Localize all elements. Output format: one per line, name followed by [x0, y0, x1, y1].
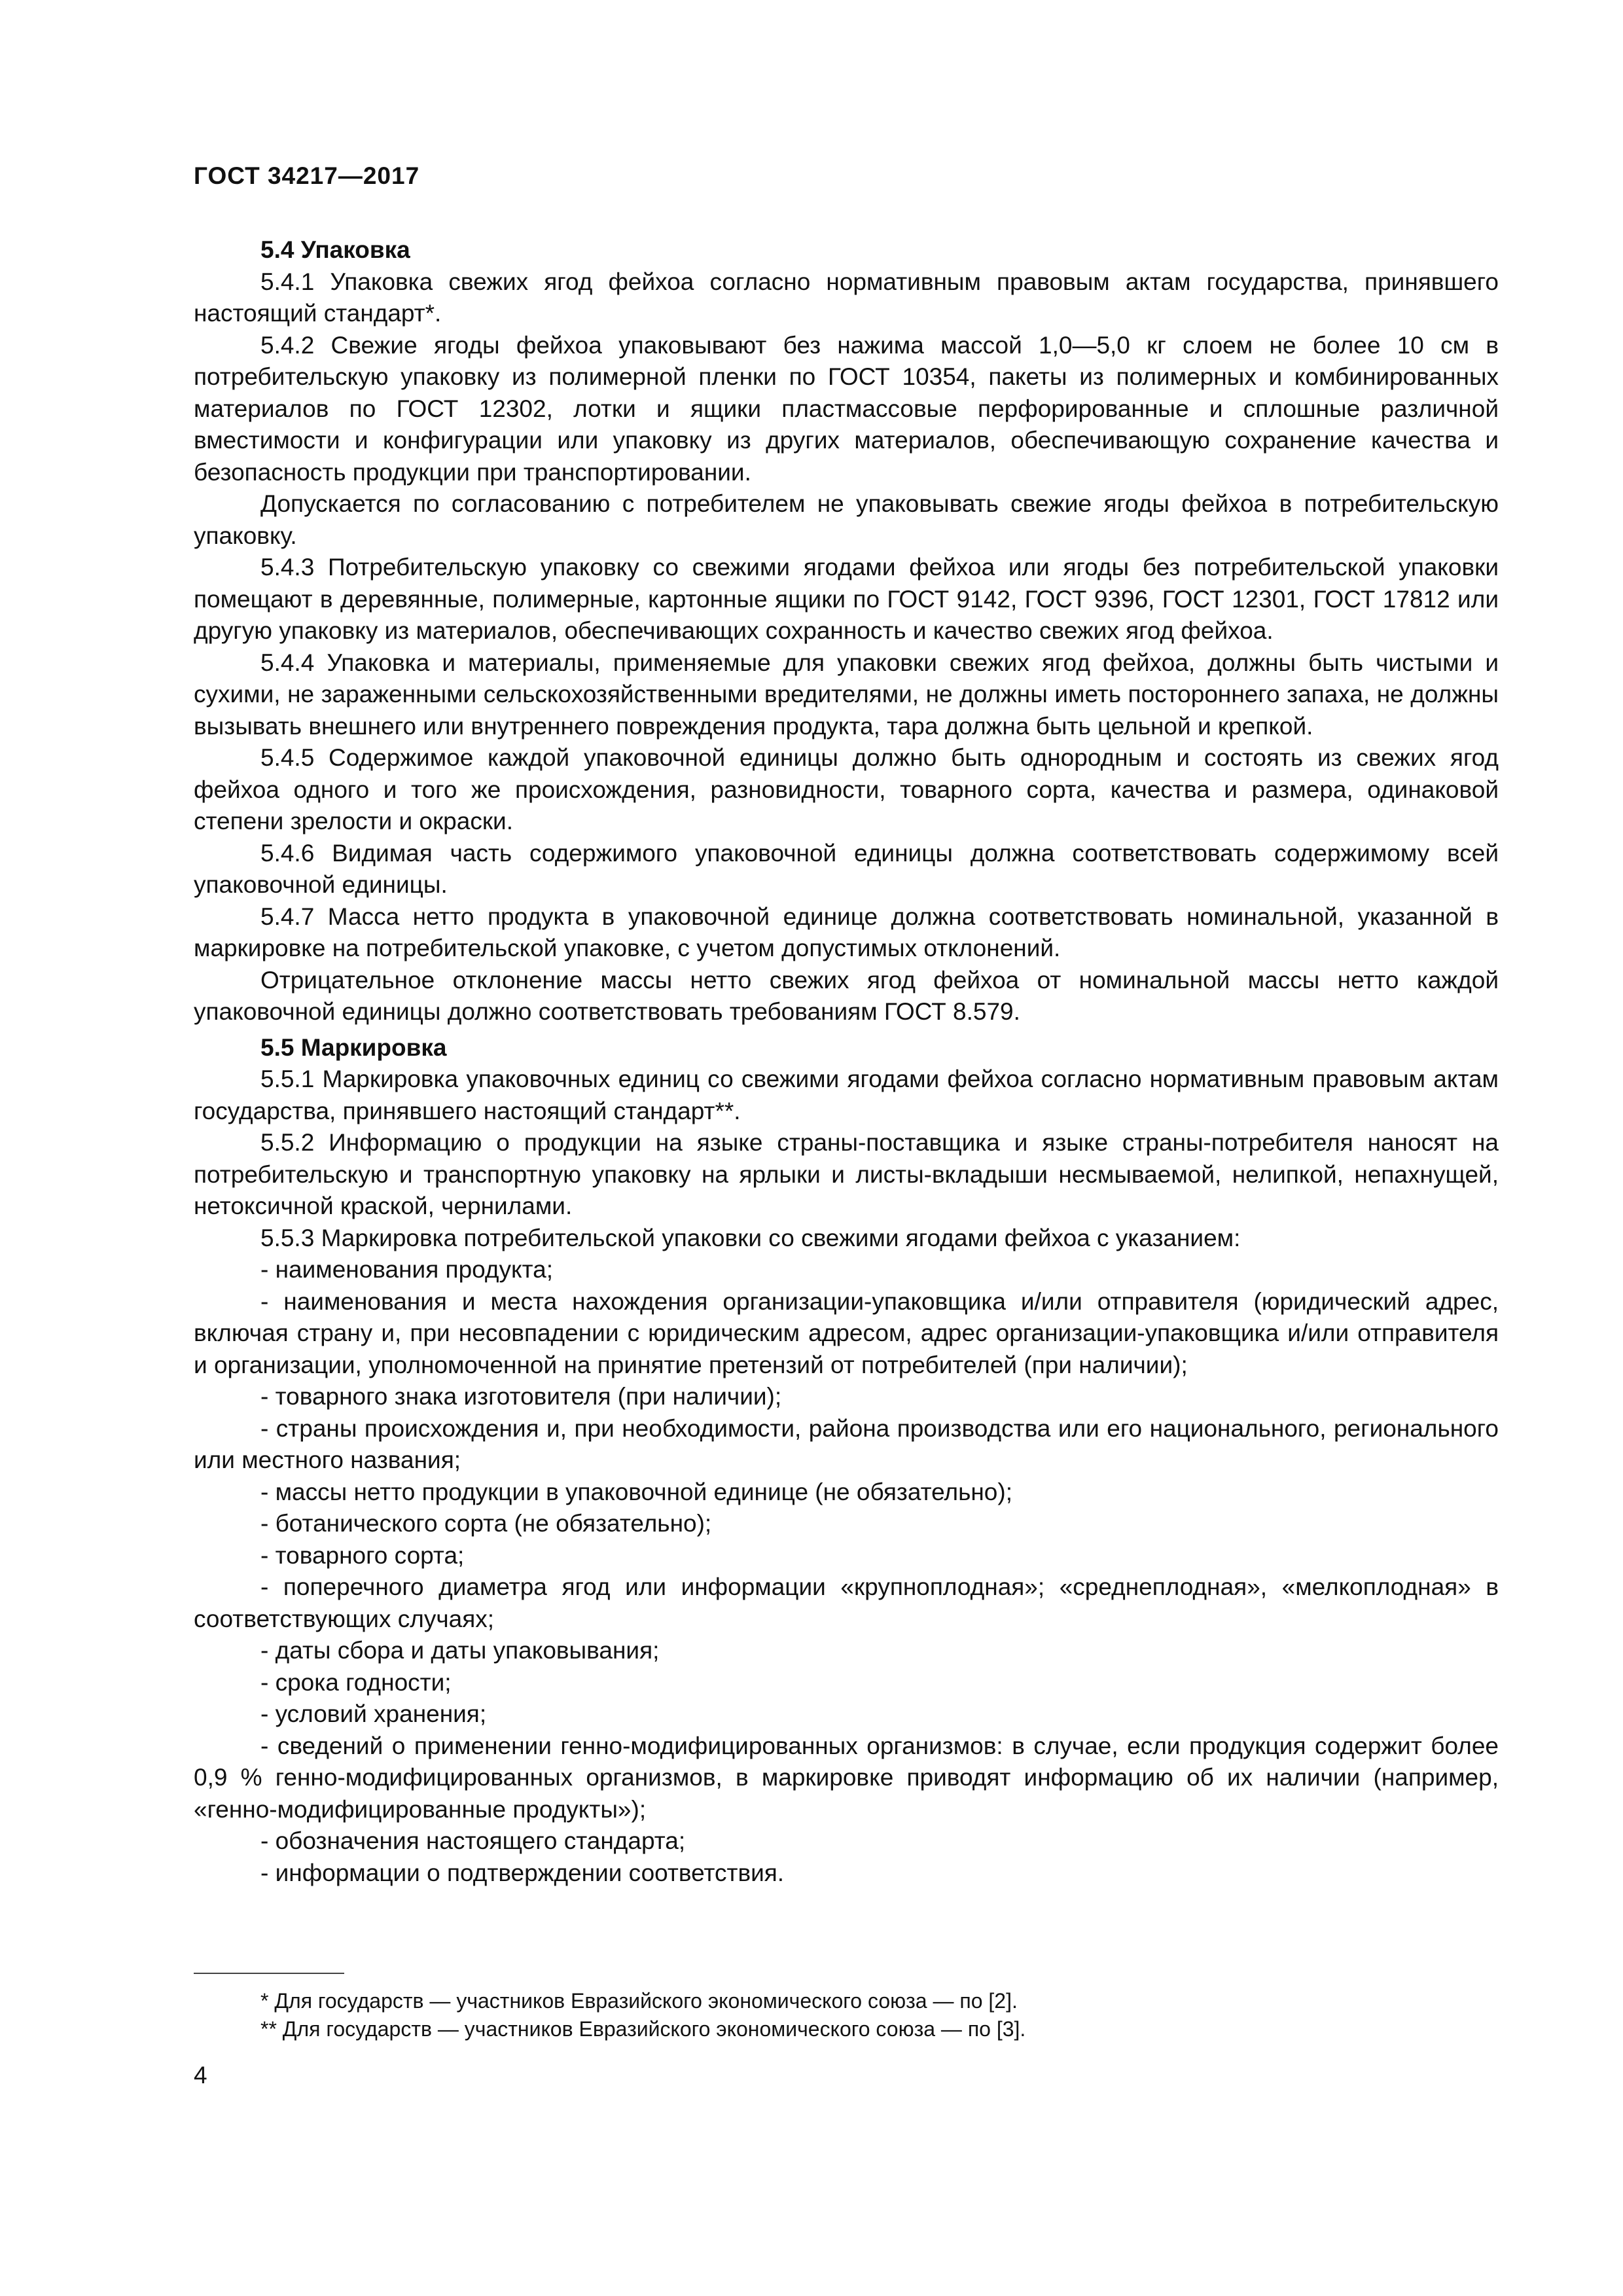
- paragraph-5-4-2: 5.4.2 Свежие ягоды фейхоа упаковывают без нажима массой 1,0—5,0 кг слоем не более 10 см в потребительскую упаковку из полимерной пленки по ГОСТ 10354, пакеты из полимерных и комбинированных материалов по ГОСТ 12302, лотки и ящики пластмассовые перфорированные и сплошные различной вместимости и конфигурации или упаковку из других материалов, обеспечивающую сохранение качества и безопасность продукции при транспортировании.: [194, 331, 1499, 486]
- paragraph-5-5-3: 5.5.3 Маркировка потребительской упаковки со свежими ягодами фейхоа с указанием:: [260, 1224, 1241, 1251]
- section-heading-5-4: 5.4 Упаковка: [260, 236, 410, 263]
- paragraph-5-5-2: 5.5.2 Информацию о продукции на языке страны-поставщика и языке страны-потребителя наносят на потребительскую и транспортную упаковку на ярлыки и листы-вкладыши несмываемой, нелипкой, непахнущей, нетоксичной краской, чернилами.: [194, 1129, 1499, 1219]
- paragraph-5-4-3: 5.4.3 Потребительскую упаковку со свежими ягодами фейхоа или ягоды без потребительской упаковки помещают в деревянные, полимерные, картонные ящики по ГОСТ 9142, ГОСТ 9396, ГОСТ 12301, ГОСТ 17812 или другую упаковку из материалов, обеспечивающих сохранность и качество свежих ягод фейхоа.: [194, 554, 1499, 644]
- list-item: - ботанического сорта (не обязательно);: [260, 1510, 712, 1537]
- list-item: - сведений о применении генно-модифицированных организмов: в случае, если продукция содержит более 0,9 % генно-модифицированных организмов, в маркировке приводят информацию об их наличии (например, «генно-модифицированные продукты»);: [194, 1732, 1499, 1823]
- paragraph-5-4-1: 5.4.1 Упаковка свежих ягод фейхоа согласно нормативным правовым актам государства, принявшего настоящий стандарт*.: [194, 268, 1499, 327]
- paragraph-5-4-7: 5.4.7 Масса нетто продукта в упаковочной единице должна соответствовать номинальной, указанной в маркировке на потребительской упаковке, с учетом допустимых отклонений.: [194, 903, 1499, 961]
- list-item: - обозначения настоящего стандарта;: [260, 1827, 686, 1854]
- list-item: - товарного знака изготовителя (при наличии);: [260, 1383, 782, 1410]
- paragraph-5-4-6: 5.4.6 Видимая часть содержимого упаковочной единицы должна соответствовать содержимому всей упаковочной единицы.: [194, 839, 1499, 898]
- list-item: - наименования и места нахождения организации-упаковщика и/или отправителя (юридический адрес, включая страну и, при несовпадении с юридическим адресом, адрес организации-упаковщика и/или отправителя и организации, уполномоченной на принятие претензий от потребителей (при наличии);: [194, 1287, 1499, 1378]
- paragraph-5-5-1: 5.5.1 Маркировка упаковочных единиц со свежими ягодами фейхоа согласно нормативным правовым актам государства, принявшего настоящий стандарт**.: [194, 1066, 1499, 1124]
- document-body: [194, 232, 1499, 1889]
- list-item: - информации о подтверждении соответствия.: [260, 1859, 785, 1886]
- page-number: 4: [194, 2062, 207, 2089]
- paragraph-5-4-2-note: Допускается по согласованию с потребителем не упаковывать свежие ягоды фейхоа в потребительскую упаковку.: [194, 490, 1499, 549]
- section-heading-5-5: 5.5 Маркировка: [260, 1033, 447, 1061]
- paragraph-5-4-4: 5.4.4 Упаковка и материалы, применяемые для упаковки свежих ягод фейхоа, должны быть чистыми и сухими, не зараженными сельскохозяйственными вредителями, не должны иметь постороннего запаха, не должны вызывать внешнего или внутреннего повреждения продукта, тара должна быть цельной и крепкой.: [194, 649, 1499, 740]
- list-item: - даты сбора и даты упаковывания;: [260, 1637, 660, 1664]
- list-item: - поперечного диаметра ягод или информации «крупноплодная»; «среднеплодная», «мелкоплодная» в соответствующих случаях;: [194, 1573, 1499, 1632]
- list-item: - наименования продукта;: [260, 1256, 553, 1283]
- footnote-divider: [194, 1973, 344, 1974]
- footnotes: [194, 1987, 1499, 2043]
- list-item: - срока годности;: [260, 1668, 452, 1696]
- list-item: - товарного сорта;: [260, 1541, 465, 1569]
- paragraph-5-4-7-note: Отрицательное отклонение массы нетто свежих ягод фейхоа от номинальной массы нетто каждой упаковочной единицы должно соответствовать требованиям ГОСТ 8.579.: [194, 966, 1499, 1025]
- list-item: - страны происхождения и, при необходимости, района производства или его национального, регионального или местного названия;: [194, 1414, 1499, 1473]
- footnote-1: * Для государств — участников Евразийского экономического союза — по [2].: [260, 1989, 1018, 2013]
- document-header: ГОСТ 34217—2017: [194, 162, 420, 189]
- list-item: - массы нетто продукции в упаковочной единице (не обязательно);: [260, 1478, 1012, 1505]
- list-item: - условий хранения;: [260, 1700, 487, 1727]
- footnote-2: ** Для государств — участников Евразийского экономического союза — по [3].: [260, 2017, 1026, 2041]
- paragraph-5-4-5: 5.4.5 Содержимое каждой упаковочной единицы должно быть однородным и состоять из свежих ягод фейхоа одного и того же происхождения, разновидности, товарного сорта, качества и размера, одинаковой степени зрелости и окраски.: [194, 744, 1499, 834]
